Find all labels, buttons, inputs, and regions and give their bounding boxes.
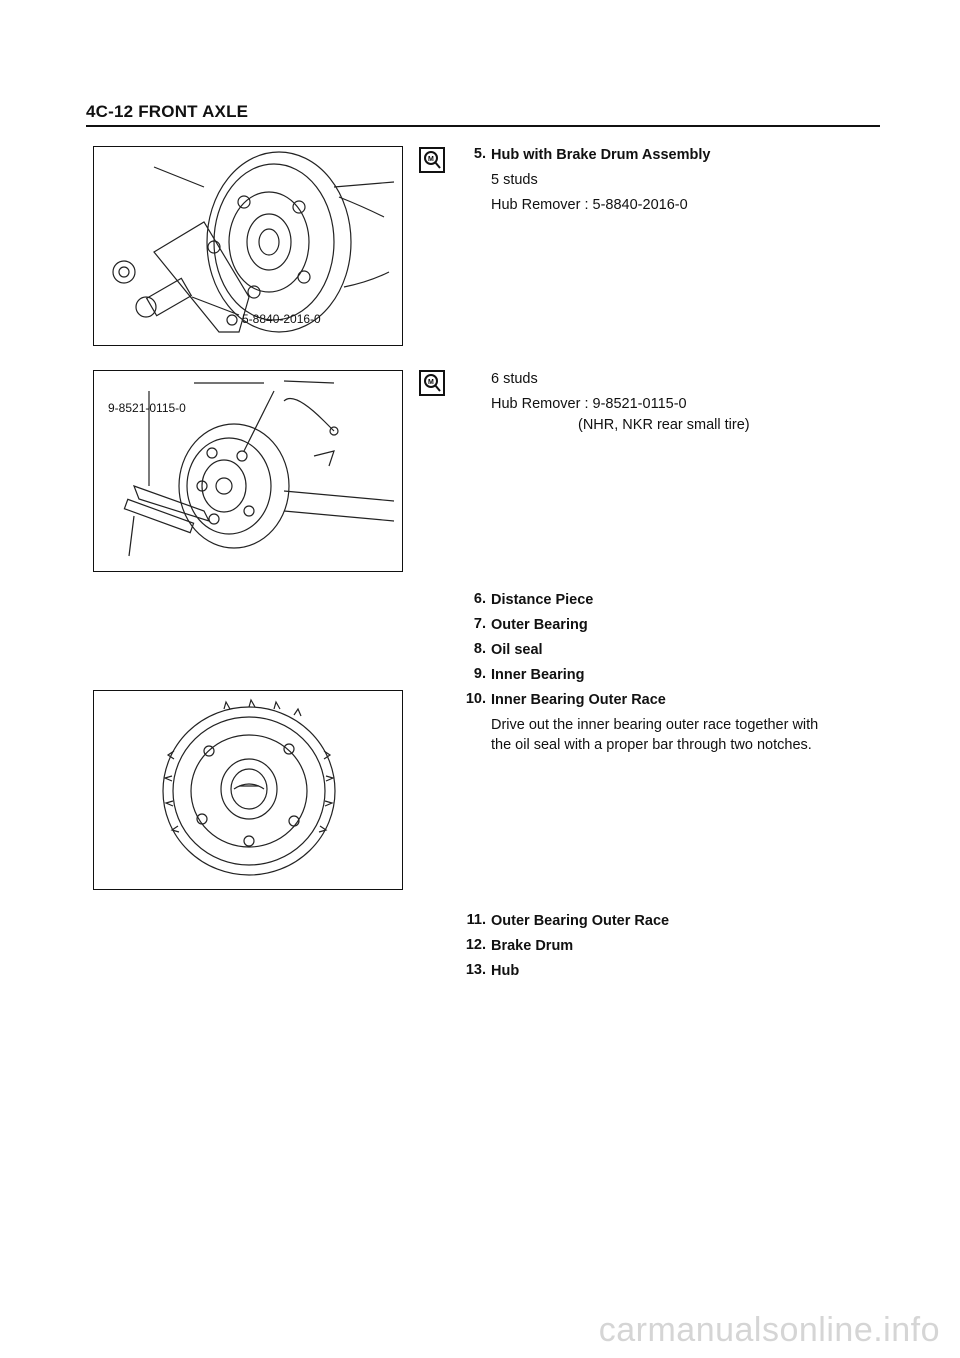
figure-hub-remover-5-studs — [93, 146, 403, 346]
step-number: 11. — [466, 912, 486, 928]
step-text: 5 studs — [491, 172, 538, 188]
step-title: Oil seal — [491, 642, 543, 658]
header-rule — [86, 125, 880, 127]
step-number: 5. — [473, 146, 486, 162]
step-text: 6 studs — [491, 371, 538, 387]
page-header: 4C-12 FRONT AXLE — [86, 102, 249, 121]
step-title: Outer Bearing — [491, 617, 588, 633]
step-number: 12. — [465, 937, 486, 953]
svg-text:M: M — [428, 156, 434, 163]
step-title: Hub — [491, 963, 520, 979]
step-number: 7. — [473, 616, 486, 632]
step-title: Distance Piece — [491, 592, 594, 608]
figure-brake-drum-notches — [93, 690, 403, 890]
step-title: Inner Bearing Outer Race — [491, 692, 666, 708]
tool-label: 5-8840-2016-0 — [242, 312, 321, 326]
step-text: the oil seal with a proper bar through two notches. — [491, 737, 812, 753]
manual-ref-icon — [419, 147, 445, 173]
step-title: Outer Bearing Outer Race — [491, 913, 670, 929]
step-number: 10. — [465, 691, 486, 707]
manual-ref-icon — [419, 370, 445, 396]
step-number: 13. — [465, 962, 486, 978]
step-number: 6. — [473, 591, 486, 607]
step-text: Hub Remover : 5-8840-2016-0 — [491, 197, 688, 213]
step-number: 8. — [473, 641, 486, 657]
step-number: 9. — [473, 666, 486, 682]
watermark: carmanualsonline.info — [598, 1311, 940, 1349]
step-title: Inner Bearing — [491, 667, 585, 683]
svg-text:M: M — [428, 379, 434, 386]
step-title: Hub with Brake Drum Assembly — [491, 147, 711, 163]
step-text: Hub Remover : 9-8521-0115-0 — [491, 396, 687, 412]
step-text: (NHR, NKR rear small tire) — [578, 417, 750, 433]
step-text: Drive out the inner bearing outer race together with — [491, 717, 819, 733]
figure-hub-remover-6-studs — [93, 370, 403, 572]
tool-label: 9-8521-0115-0 — [108, 401, 186, 415]
step-title: Brake Drum — [491, 938, 574, 954]
